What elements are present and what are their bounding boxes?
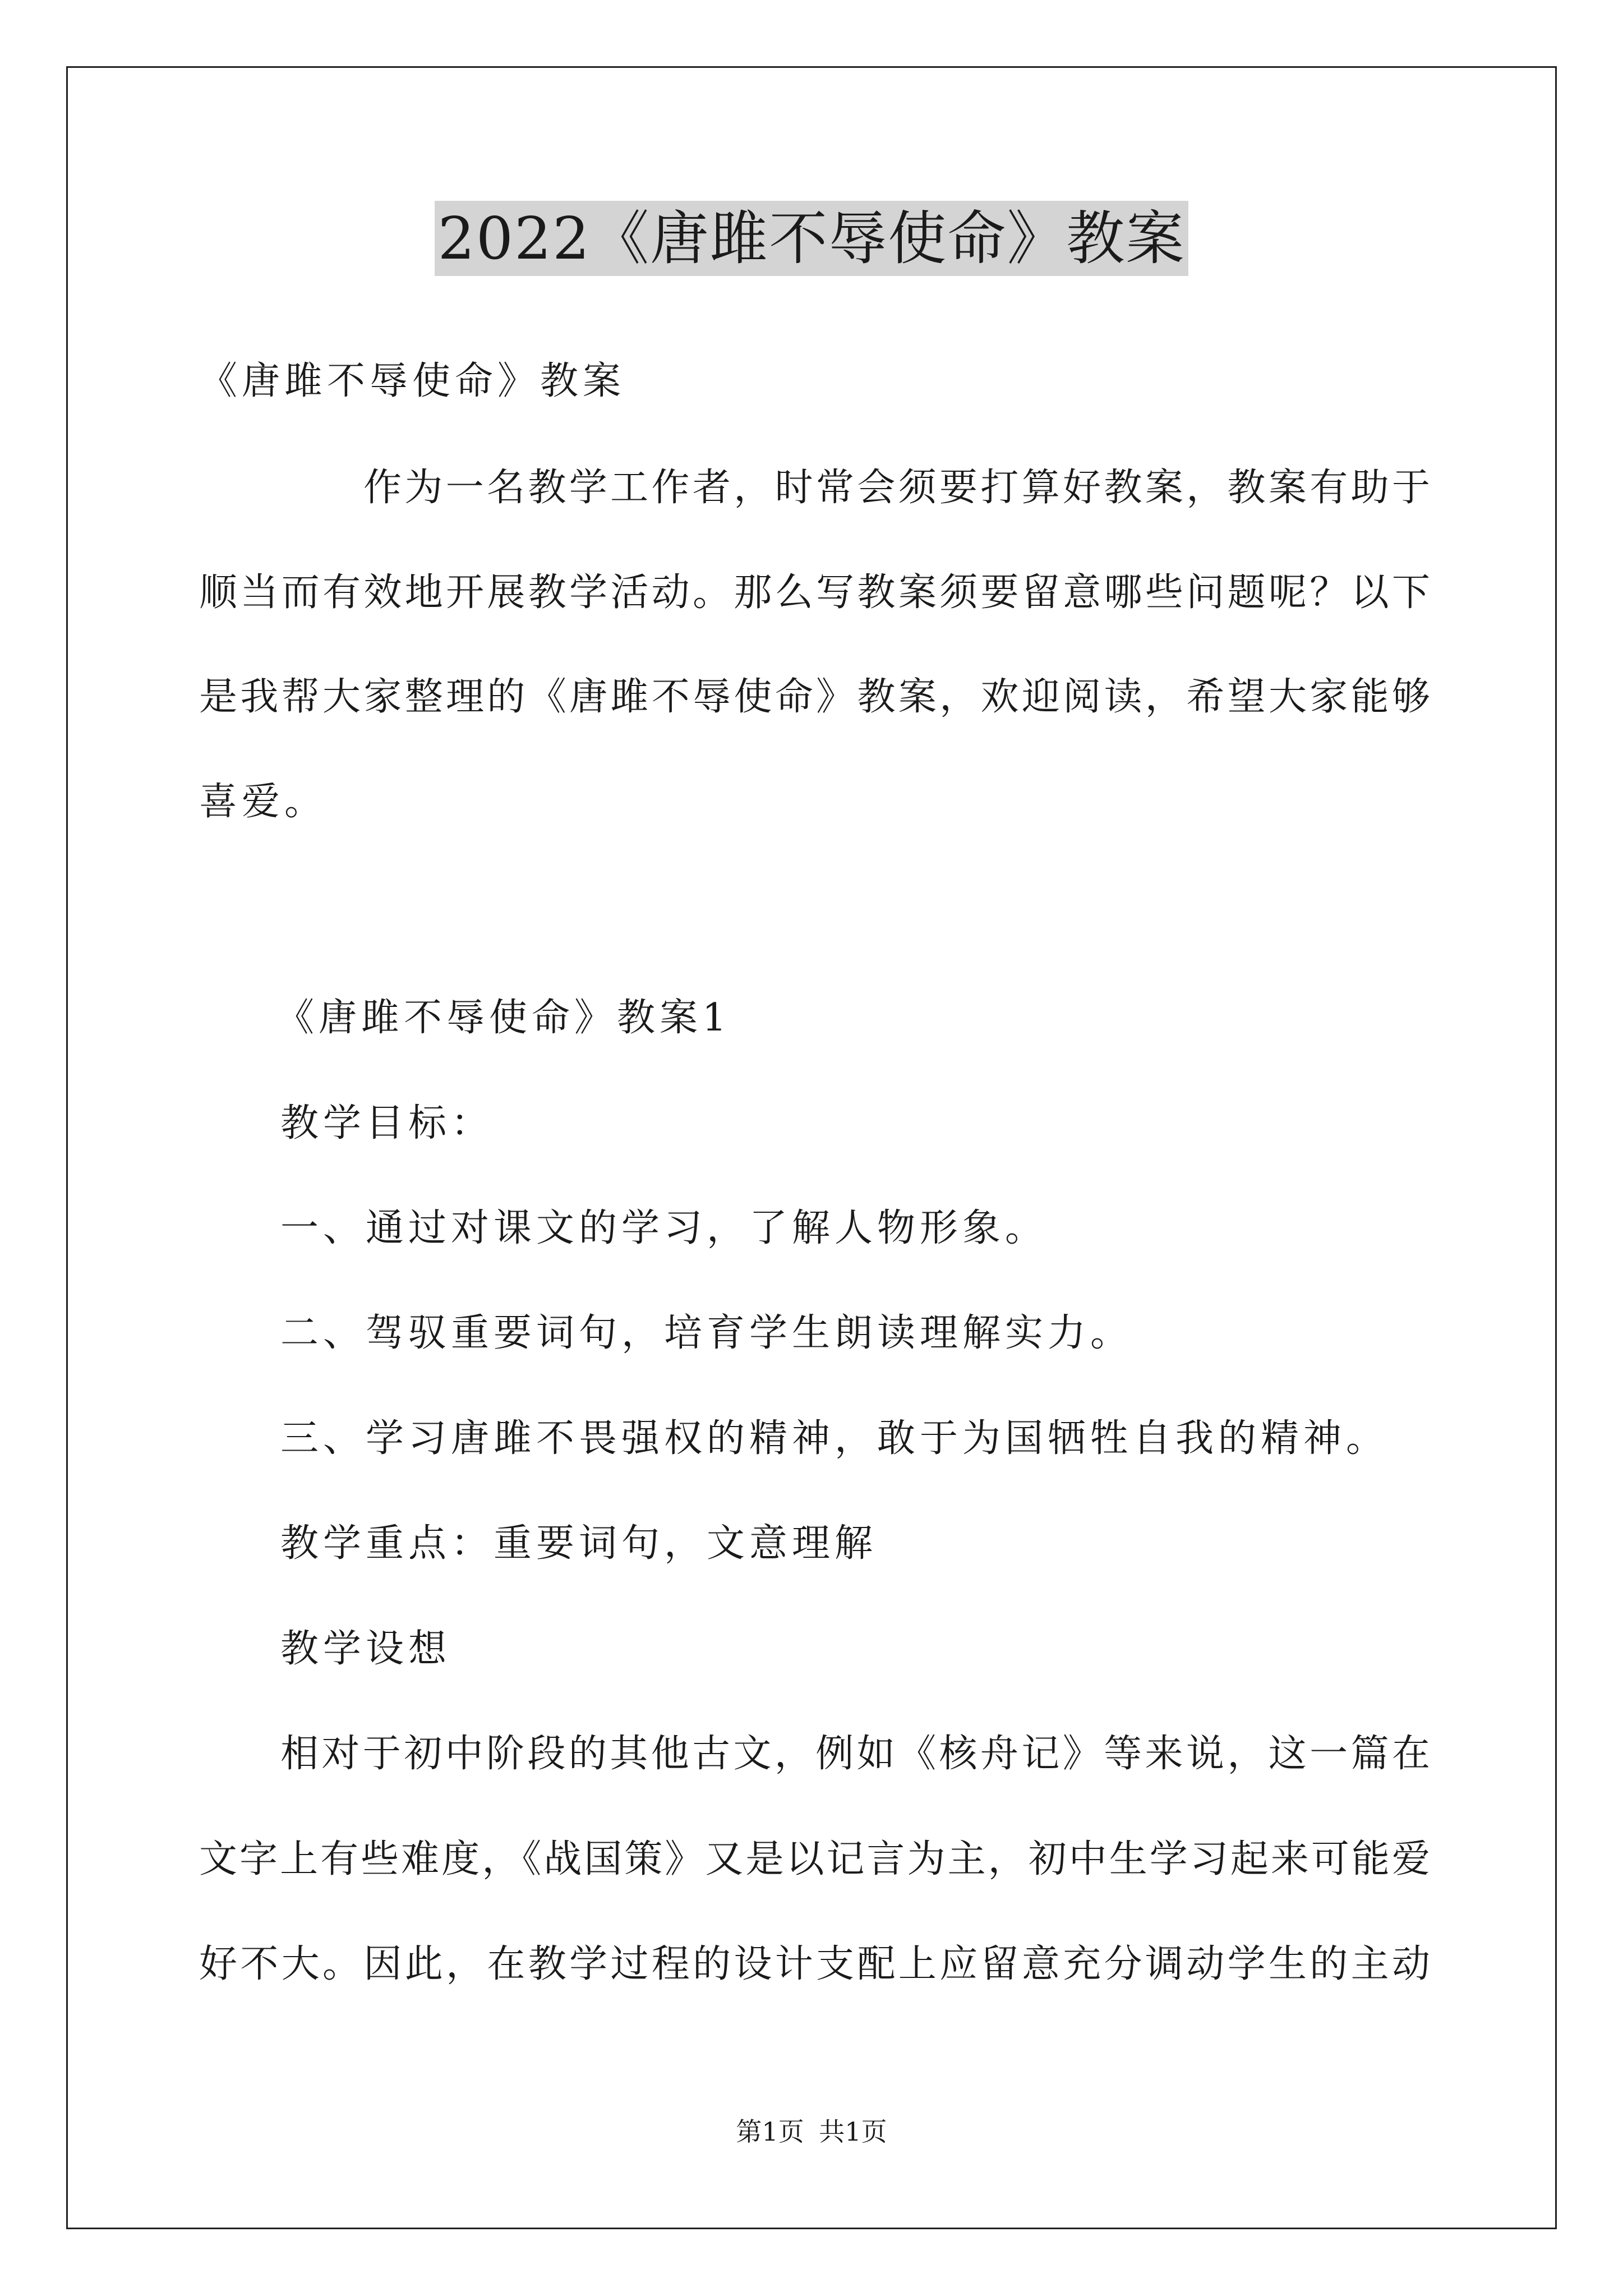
- body-line-2: 文字上有些难度，《战国策》又是以记言为主，初中生学习起来可能爱: [199, 1837, 1430, 1881]
- design-heading: 教学设想: [280, 1627, 451, 1671]
- subtitle-line: 《唐雎不辱使命》教案: [199, 359, 626, 403]
- body-line-3: 好不大。因此，在教学过程的设计支配上应留意充分调动学生的主动: [199, 1942, 1430, 1986]
- intro-line-4: 喜爱。: [199, 780, 328, 824]
- intro-line-1: 作为一名教学工作者，时常会须要打算好教案，教案有助于: [363, 466, 1430, 510]
- body-line-1: 相对于初中阶段的其他古文，例如《核舟记》等来说，这一篇在: [280, 1732, 1430, 1776]
- goal-item-2: 二、驾驭重要词句，培育学生朗读理解实力。: [280, 1311, 1133, 1355]
- goal-item-3: 三、学习唐雎不畏强权的精神，敢于为国牺牲自我的精神。: [280, 1416, 1389, 1461]
- section-heading: 《唐雎不辱使命》教案1: [276, 996, 731, 1040]
- intro-line-2: 顺当而有效地开展教学活动。那么写教案须要留意哪些问题呢？以下: [199, 570, 1430, 615]
- key-points: 教学重点：重要词句，文意理解: [280, 1521, 878, 1566]
- goals-heading: 教学目标：: [280, 1101, 494, 1145]
- intro-line-3: 是我帮大家整理的《唐雎不辱使命》教案，欢迎阅读，希望大家能够: [199, 675, 1430, 719]
- goal-item-1: 一、通过对课文的学习，了解人物形象。: [280, 1206, 1048, 1250]
- page-footer: 第1页 共1页: [736, 2116, 887, 2147]
- document-title: 2022《唐雎不辱使命》教案: [435, 201, 1189, 276]
- title-container: [0, 201, 1623, 276]
